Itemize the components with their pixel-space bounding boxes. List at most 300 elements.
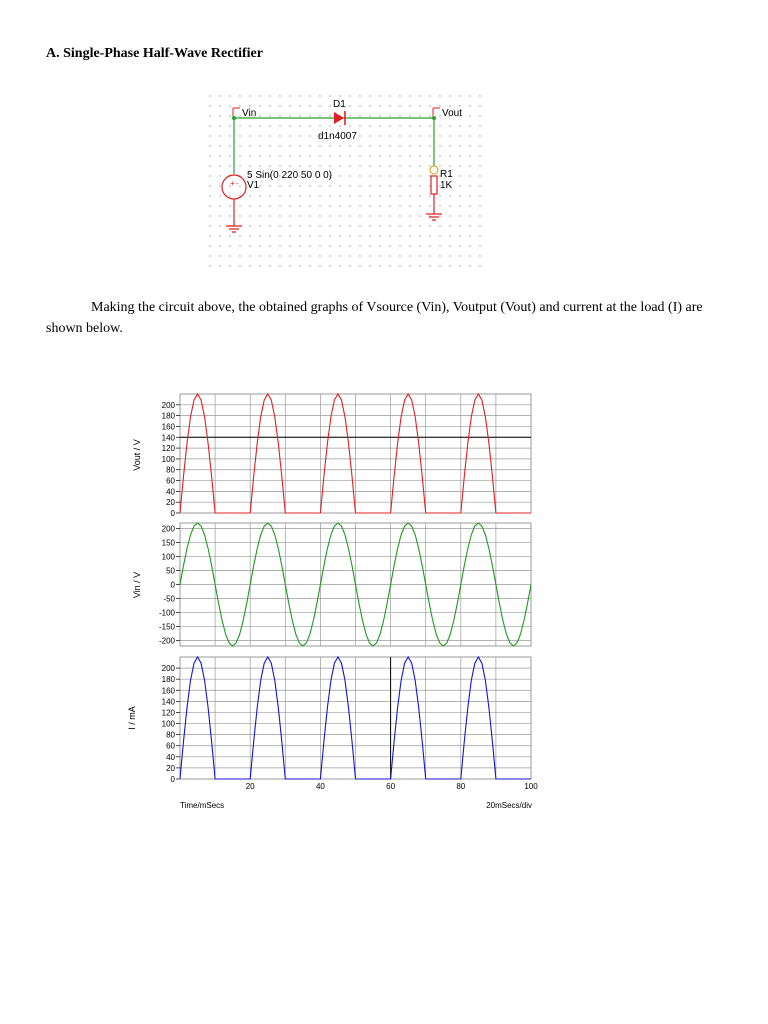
grid-dot (229, 265, 230, 266)
grid-dot (269, 165, 270, 166)
grid-dot (419, 205, 420, 206)
grid-dot (279, 95, 280, 96)
grid-dot (329, 165, 330, 166)
grid-dot (369, 95, 370, 96)
grid-dot (259, 215, 260, 216)
grid-dot (329, 125, 330, 126)
grid-dot (269, 155, 270, 156)
grid-dot (299, 225, 300, 226)
grid-dot (479, 175, 480, 176)
grid-dot (369, 245, 370, 246)
grid-dot (239, 255, 240, 256)
grid-dot (319, 265, 320, 266)
grid-dot (359, 115, 360, 116)
grid-dot (259, 225, 260, 226)
grid-dot (389, 225, 390, 226)
grid-dot (259, 155, 260, 156)
grid-dot (409, 265, 410, 266)
grid-dot (469, 155, 470, 156)
grid-dot (359, 265, 360, 266)
grid-dot (309, 135, 310, 136)
grid-dot (429, 95, 430, 96)
grid-dot (289, 265, 290, 266)
plot-vout (162, 394, 531, 518)
grid-dot (329, 265, 330, 266)
y-tick-label: -100 (158, 608, 175, 618)
grid-dot (389, 145, 390, 146)
grid-dot (329, 215, 330, 216)
grid-dot (469, 215, 470, 216)
grid-dot (469, 165, 470, 166)
grid-dot (449, 195, 450, 196)
grid-dot (439, 95, 440, 96)
grid-dot (239, 105, 240, 106)
grid-dot (399, 105, 400, 106)
grid-dot (439, 235, 440, 236)
grid-dot (409, 165, 410, 166)
grid-dot (339, 95, 340, 96)
grid-dot (339, 215, 340, 216)
y-tick-label: 80 (166, 730, 175, 740)
grid-dot (439, 225, 440, 226)
grid-dot (339, 195, 340, 196)
grid-dot (379, 185, 380, 186)
node-vin (232, 116, 236, 120)
grid-dot (249, 265, 250, 266)
grid-dot (399, 175, 400, 176)
grid-dot (259, 265, 260, 266)
grid-dot (389, 155, 390, 156)
grid-dot (469, 105, 470, 106)
grid-dot (239, 95, 240, 96)
grid-dot (379, 165, 380, 166)
grid-dot (469, 175, 470, 176)
grid-dot (449, 205, 450, 206)
vin-probe-icon (233, 108, 240, 116)
grid-dot (329, 195, 330, 196)
grid-dot (399, 115, 400, 116)
grid-dot (349, 125, 350, 126)
grid-dot (259, 145, 260, 146)
grid-dot (279, 255, 280, 256)
grid-dot (359, 245, 360, 246)
x-tick-label: 40 (315, 782, 325, 791)
grid-dot (379, 255, 380, 256)
grid-dot (409, 125, 410, 126)
grid-dot (479, 255, 480, 256)
grid-dot (209, 195, 210, 196)
grid-dot (299, 125, 300, 126)
grid-dot (339, 185, 340, 186)
plot-vin-ylabel: Vin / V (132, 571, 142, 599)
grid-dot (259, 165, 260, 166)
grid-dot (369, 235, 370, 236)
grid-dot (369, 135, 370, 136)
grid-dot (469, 185, 470, 186)
grid-dot (309, 115, 310, 116)
grid-dot (329, 205, 330, 206)
grid-dot (299, 95, 300, 96)
node-vout (432, 116, 436, 120)
grid-dot (459, 255, 460, 256)
grid-dot (249, 215, 250, 216)
grid-dot (349, 265, 350, 266)
ground-icon-right (426, 214, 442, 220)
grid-dot (339, 125, 340, 126)
grid-dot (469, 205, 470, 206)
grid-dot (309, 95, 310, 96)
grid-dot (239, 115, 240, 116)
grid-dot (389, 265, 390, 266)
grid-dot (319, 125, 320, 126)
grid-dot (279, 245, 280, 246)
grid-dot (389, 175, 390, 176)
grid-dot (349, 105, 350, 106)
grid-dot (269, 245, 270, 246)
plot-vin (159, 523, 531, 646)
grid-dot (299, 235, 300, 236)
grid-dot (369, 195, 370, 196)
grid-dot (389, 95, 390, 96)
grid-dot (219, 145, 220, 146)
grid-dot (469, 265, 470, 266)
grid-dot (319, 115, 320, 116)
grid-dot (459, 205, 460, 206)
grid-dot (289, 105, 290, 106)
grid-dot (299, 245, 300, 246)
grid-dot (459, 235, 460, 236)
grid-dot (419, 235, 420, 236)
grid-dot (249, 195, 250, 196)
diode-model: d1n4007 (318, 131, 357, 142)
grid-dot (269, 95, 270, 96)
grid-dot (449, 235, 450, 236)
grid-dot (299, 165, 300, 166)
grid-dot (469, 125, 470, 126)
grid-dot (229, 205, 230, 206)
grid-dot (279, 195, 280, 196)
grid-dot (309, 155, 310, 156)
grid-dot (259, 115, 260, 116)
grid-dot (369, 215, 370, 216)
grid-dot (439, 165, 440, 166)
grid-dot (309, 265, 310, 266)
grid-dot (469, 245, 470, 246)
grid-dot (229, 255, 230, 256)
grid-dot (249, 125, 250, 126)
grid-dot (259, 105, 260, 106)
grid-dot (229, 235, 230, 236)
y-tick-label: 120 (161, 444, 175, 454)
grid-dot (289, 215, 290, 216)
grid-dot (319, 245, 320, 246)
grid-dot (269, 235, 270, 236)
grid-dot (439, 115, 440, 116)
grid-dot (219, 165, 220, 166)
grid-dot (279, 105, 280, 106)
grid-dot (249, 235, 250, 236)
grid-dot (299, 105, 300, 106)
grid-dot (359, 105, 360, 106)
y-tick-label: 200 (161, 664, 175, 674)
source-minus-icon: - (236, 179, 239, 188)
grid-dot (269, 205, 270, 206)
grid-dot (259, 255, 260, 256)
grid-dot (279, 115, 280, 116)
grid-dot (409, 245, 410, 246)
grid-dot (219, 195, 220, 196)
grid-dot (429, 235, 430, 236)
grid-dot (239, 185, 240, 186)
grid-dot (319, 235, 320, 236)
grid-dot (399, 95, 400, 96)
grid-dot (459, 225, 460, 226)
grid-dot (359, 145, 360, 146)
grid-dot (349, 115, 350, 116)
grid-dot (409, 195, 410, 196)
grid-dot (219, 255, 220, 256)
grid-dot (419, 245, 420, 246)
grid-dot (409, 175, 410, 176)
grid-dot (299, 205, 300, 206)
grid-dot (389, 215, 390, 216)
grid-dot (479, 105, 480, 106)
grid-dot (319, 195, 320, 196)
grid-dot (269, 145, 270, 146)
grid-dot (249, 95, 250, 96)
grid-dot (419, 135, 420, 136)
grid-dot (349, 155, 350, 156)
grid-dot (369, 145, 370, 146)
grid-dot (449, 165, 450, 166)
grid-dot (229, 125, 230, 126)
grid-dot (459, 185, 460, 186)
grid-dot (359, 165, 360, 166)
grid-dot (239, 165, 240, 166)
y-tick-label: 60 (166, 476, 175, 486)
grid-dot (359, 215, 360, 216)
grid-dot (399, 125, 400, 126)
grid-dot (359, 235, 360, 236)
grid-dot (419, 255, 420, 256)
grid-dot (479, 135, 480, 136)
grid-dot (239, 155, 240, 156)
grid-dot (269, 255, 270, 256)
y-tick-label: 180 (161, 675, 175, 685)
grid-dot (259, 235, 260, 236)
grid-dot (449, 155, 450, 156)
grid-dot (449, 245, 450, 246)
source-spec: 5 Sin(0 220 50 0 0) (247, 170, 333, 181)
grid-dot (309, 185, 310, 186)
grid-dot (209, 205, 210, 206)
y-tick-label: 200 (161, 400, 175, 410)
grid-dot (299, 215, 300, 216)
grid-dot (479, 145, 480, 146)
grid-dot (369, 225, 370, 226)
grid-dot (399, 265, 400, 266)
source-ref: V1 (247, 180, 260, 191)
grid-dot (349, 185, 350, 186)
grid-dot (259, 95, 260, 96)
grid-dot (389, 205, 390, 206)
plot-layers (159, 394, 538, 791)
grid-dot (309, 145, 310, 146)
grid-dot (449, 255, 450, 256)
grid-dot (399, 165, 400, 166)
resistor-probe-icon (430, 166, 438, 174)
grid-dot (359, 225, 360, 226)
grid-dot (359, 195, 360, 196)
grid-dot (379, 175, 380, 176)
grid-dot (459, 125, 460, 126)
x-tick-label: 80 (456, 782, 466, 791)
grid-dot (299, 115, 300, 116)
grid-dot (439, 195, 440, 196)
grid-dot (279, 205, 280, 206)
grid-dot (319, 105, 320, 106)
grid-dot (289, 205, 290, 206)
grid-dot (289, 235, 290, 236)
grid-dot (369, 125, 370, 126)
grid-dot (459, 95, 460, 96)
grid-dot (399, 255, 400, 256)
grid-dot (219, 235, 220, 236)
grid-dot (369, 265, 370, 266)
grid-dot (359, 185, 360, 186)
paragraph-text: Making the circuit above, the obtained graphs of Vsource (Vin), Voutput (Vout) and current at the load (I) are shown below. (46, 300, 703, 336)
grid-dot (359, 255, 360, 256)
grid-dot (389, 165, 390, 166)
grid-dot (369, 185, 370, 186)
y-tick-label: 160 (161, 422, 175, 432)
grid-dot (419, 145, 420, 146)
grid-dot (249, 145, 250, 146)
grid-dot (339, 245, 340, 246)
grid-dot (219, 125, 220, 126)
grid-dot (339, 225, 340, 226)
grid-dot (289, 255, 290, 256)
grid-dot (379, 115, 380, 116)
grid-dot (379, 245, 380, 246)
grid-dot (419, 95, 420, 96)
grid-dot (289, 135, 290, 136)
grid-dot (399, 195, 400, 196)
grid-dot (339, 235, 340, 236)
y-tick-label: 0 (170, 775, 175, 784)
grid-dot (279, 165, 280, 166)
grid-dot (409, 225, 410, 226)
grid-dot (239, 135, 240, 136)
grid-dot (419, 225, 420, 226)
grid-dot (469, 135, 470, 136)
grid-dot (309, 215, 310, 216)
grid-dot (379, 105, 380, 106)
grid-dot (419, 105, 420, 106)
grid-dot (329, 95, 330, 96)
grid-dot (389, 235, 390, 236)
grid-dot (369, 205, 370, 206)
grid-dot (219, 155, 220, 156)
grid-dot (429, 195, 430, 196)
grid-dot (409, 115, 410, 116)
grid-dot (219, 265, 220, 266)
grid-dot (259, 125, 260, 126)
grid-dot (359, 125, 360, 126)
grid-dot (359, 95, 360, 96)
grid-dot (419, 125, 420, 126)
grid-dot (379, 125, 380, 126)
grid-dot (349, 225, 350, 226)
grid-dot (349, 145, 350, 146)
grid-dot (429, 245, 430, 246)
grid-dot (439, 145, 440, 146)
grid-dot (349, 165, 350, 166)
grid-dot (479, 215, 480, 216)
grid-dot (209, 135, 210, 136)
grid-dot (229, 135, 230, 136)
grid-dot (439, 205, 440, 206)
grid-dot (309, 245, 310, 246)
grid-dot (249, 205, 250, 206)
y-tick-label: 0 (170, 509, 175, 518)
x-axis-label: Time/mSecs (180, 801, 225, 810)
grid-dot (479, 115, 480, 116)
grid-dot (379, 135, 380, 136)
grid-dot (289, 245, 290, 246)
grid-dot (439, 265, 440, 266)
grid-dot (449, 135, 450, 136)
grid-dot (349, 195, 350, 196)
grid-dot (209, 165, 210, 166)
grid-dot (379, 195, 380, 196)
grid-dot (389, 185, 390, 186)
grid-dot (229, 155, 230, 156)
grid-dot (469, 255, 470, 256)
description-paragraph (46, 297, 726, 339)
grid-dot (419, 265, 420, 266)
grid-dot (409, 215, 410, 216)
grid-dot (379, 265, 380, 266)
grid-dot (309, 235, 310, 236)
grid-dot (209, 185, 210, 186)
grid-dot (209, 145, 210, 146)
grid-dot (449, 125, 450, 126)
grid-dot (219, 225, 220, 226)
grid-dot (419, 155, 420, 156)
grid-dot (439, 215, 440, 216)
plot-current (162, 657, 539, 791)
grid-dot (279, 265, 280, 266)
grid-dot (409, 155, 410, 156)
grid-dot (459, 135, 460, 136)
grid-dot (249, 135, 250, 136)
grid-dot (289, 185, 290, 186)
grid-dot (449, 225, 450, 226)
ground-icon-left (226, 226, 242, 232)
waveform-plots (0, 380, 768, 820)
grid-dot (449, 145, 450, 146)
grid-dot (239, 125, 240, 126)
grid-dot (389, 115, 390, 116)
grid-dot (289, 165, 290, 166)
grid-dot (379, 225, 380, 226)
grid-dot (269, 135, 270, 136)
grid-dot (319, 155, 320, 156)
grid-dot (239, 145, 240, 146)
grid-dot (359, 135, 360, 136)
grid-dot (289, 155, 290, 156)
